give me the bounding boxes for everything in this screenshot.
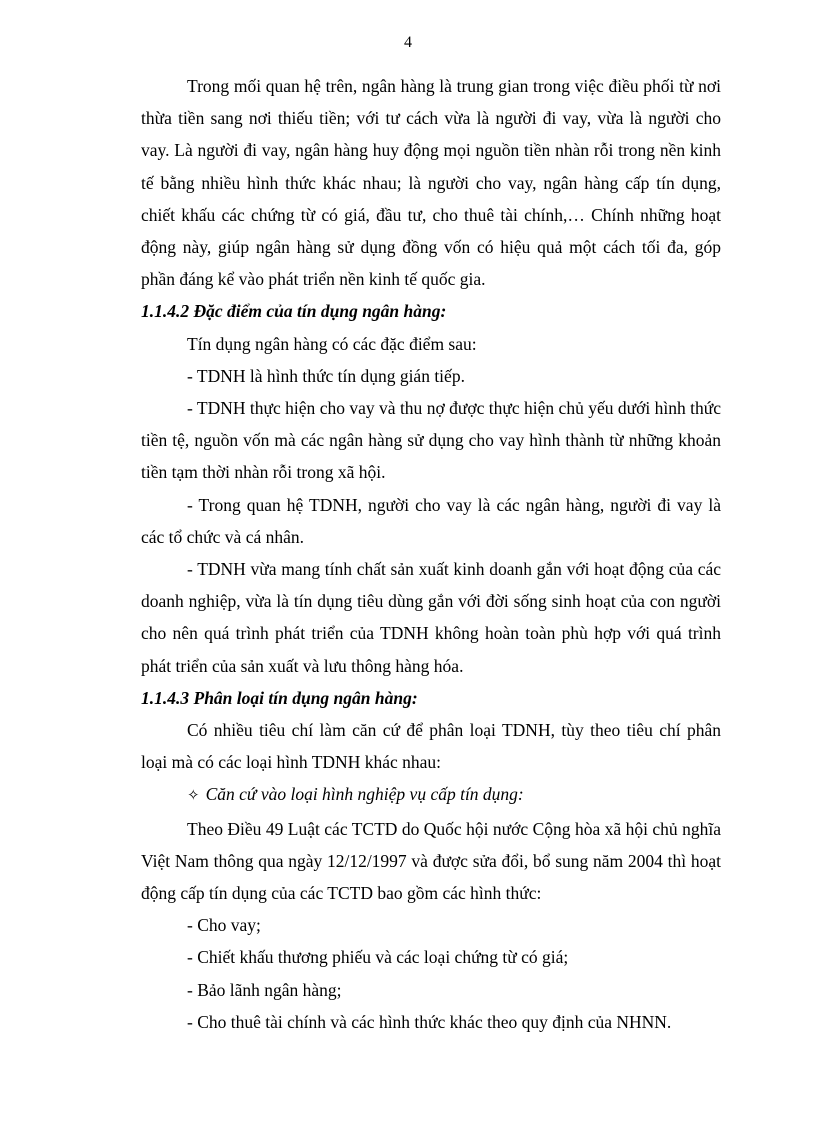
subheading-text: Căn cứ vào loại hình nghiệp vụ cấp tín dụng: xyxy=(205,784,524,805)
paragraph-characteristics-intro: Tín dụng ngân hàng có các đặc điểm sau: xyxy=(187,333,477,354)
characteristic-item-3: - Trong quan hệ TDNH, người cho vay là các ngân hàng, người đi vay là các tổ chức và cá nhân. xyxy=(141,494,721,547)
list-item: - Chiết khấu thương phiếu và các loại chứng từ có giá; xyxy=(187,947,569,968)
document-body xyxy=(141,70,721,1038)
list-item: - Cho thuê tài chính và các hình thức khác theo quy định của NHNN. xyxy=(187,1011,672,1032)
paragraph-intermediary-role: Trong mối quan hệ trên, ngân hàng là trung gian trong việc điều phối từ nơi thừa tiền sang nơi thiếu tiền; với tư cách vừa là người đi vay, vừa là người cho vay. Là người đi vay, ngân hàng huy động mọi nguồn tiền nhàn rỗi trong nền kinh tế bằng nhiều hình thức khác nhau; là người cho vay, ngân hàng cấp tín dụng, chiết khấu các chứng từ có giá, đầu tư, cho thuê tài chính,… Chính những hoạt động này, giúp ngân hàng sử dụng đồng vốn có hiệu quả một cách tối đa, góp phần đáng kể vào phát triển nền kinh tế quốc gia. xyxy=(141,76,721,290)
paragraph-classification-intro: Có nhiều tiêu chí làm căn cứ để phân loại TDNH, tùy theo tiêu chí phân loại mà có các loại hình TDNH khác nhau: xyxy=(141,720,721,773)
paragraph-law-article: Theo Điều 49 Luật các TCTD do Quốc hội nước Cộng hòa xã hội chủ nghĩa Việt Nam thông qua ngày 12/12/1997 và được sửa đổi, bổ sung năm 2004 thì hoạt động cấp tín dụng của các TCTD bao gồm các hình thức: xyxy=(141,818,721,904)
characteristic-item-2: - TDNH thực hiện cho vay và thu nợ được thực hiện chủ yếu dưới hình thức tiền tệ, nguồn vốn mà các ngân hàng sử dụng cho vay hình thành từ những khoản tiền tạm thời nhàn rỗi trong xã hội. xyxy=(141,398,721,483)
section-heading-characteristics: 1.1.4.2 Đặc điểm của tín dụng ngân hàng: xyxy=(141,301,447,322)
list-item: - Cho vay; xyxy=(187,915,261,936)
subheading-credit-types xyxy=(141,778,721,812)
page-number: 4 xyxy=(404,34,412,51)
characteristic-item-4: - TDNH vừa mang tính chất sản xuất kinh doanh gắn với hoạt động của các doanh nghiệp, vừa là tín dụng tiêu dùng gắn với đời sống sinh hoạt của con người cho nên quá trình phát triển của TDNH không hoàn toàn phù hợp với quá trình phát triển của sản xuất và lưu thông hàng hóa. xyxy=(141,559,721,676)
characteristic-item-1: - TDNH là hình thức tín dụng gián tiếp. xyxy=(187,365,465,386)
list-item: - Bảo lãnh ngân hàng; xyxy=(187,979,342,1000)
section-heading-classification: 1.1.4.3 Phân loại tín dụng ngân hàng: xyxy=(141,687,418,708)
diamond-bullet-icon: ✧ xyxy=(187,788,200,805)
